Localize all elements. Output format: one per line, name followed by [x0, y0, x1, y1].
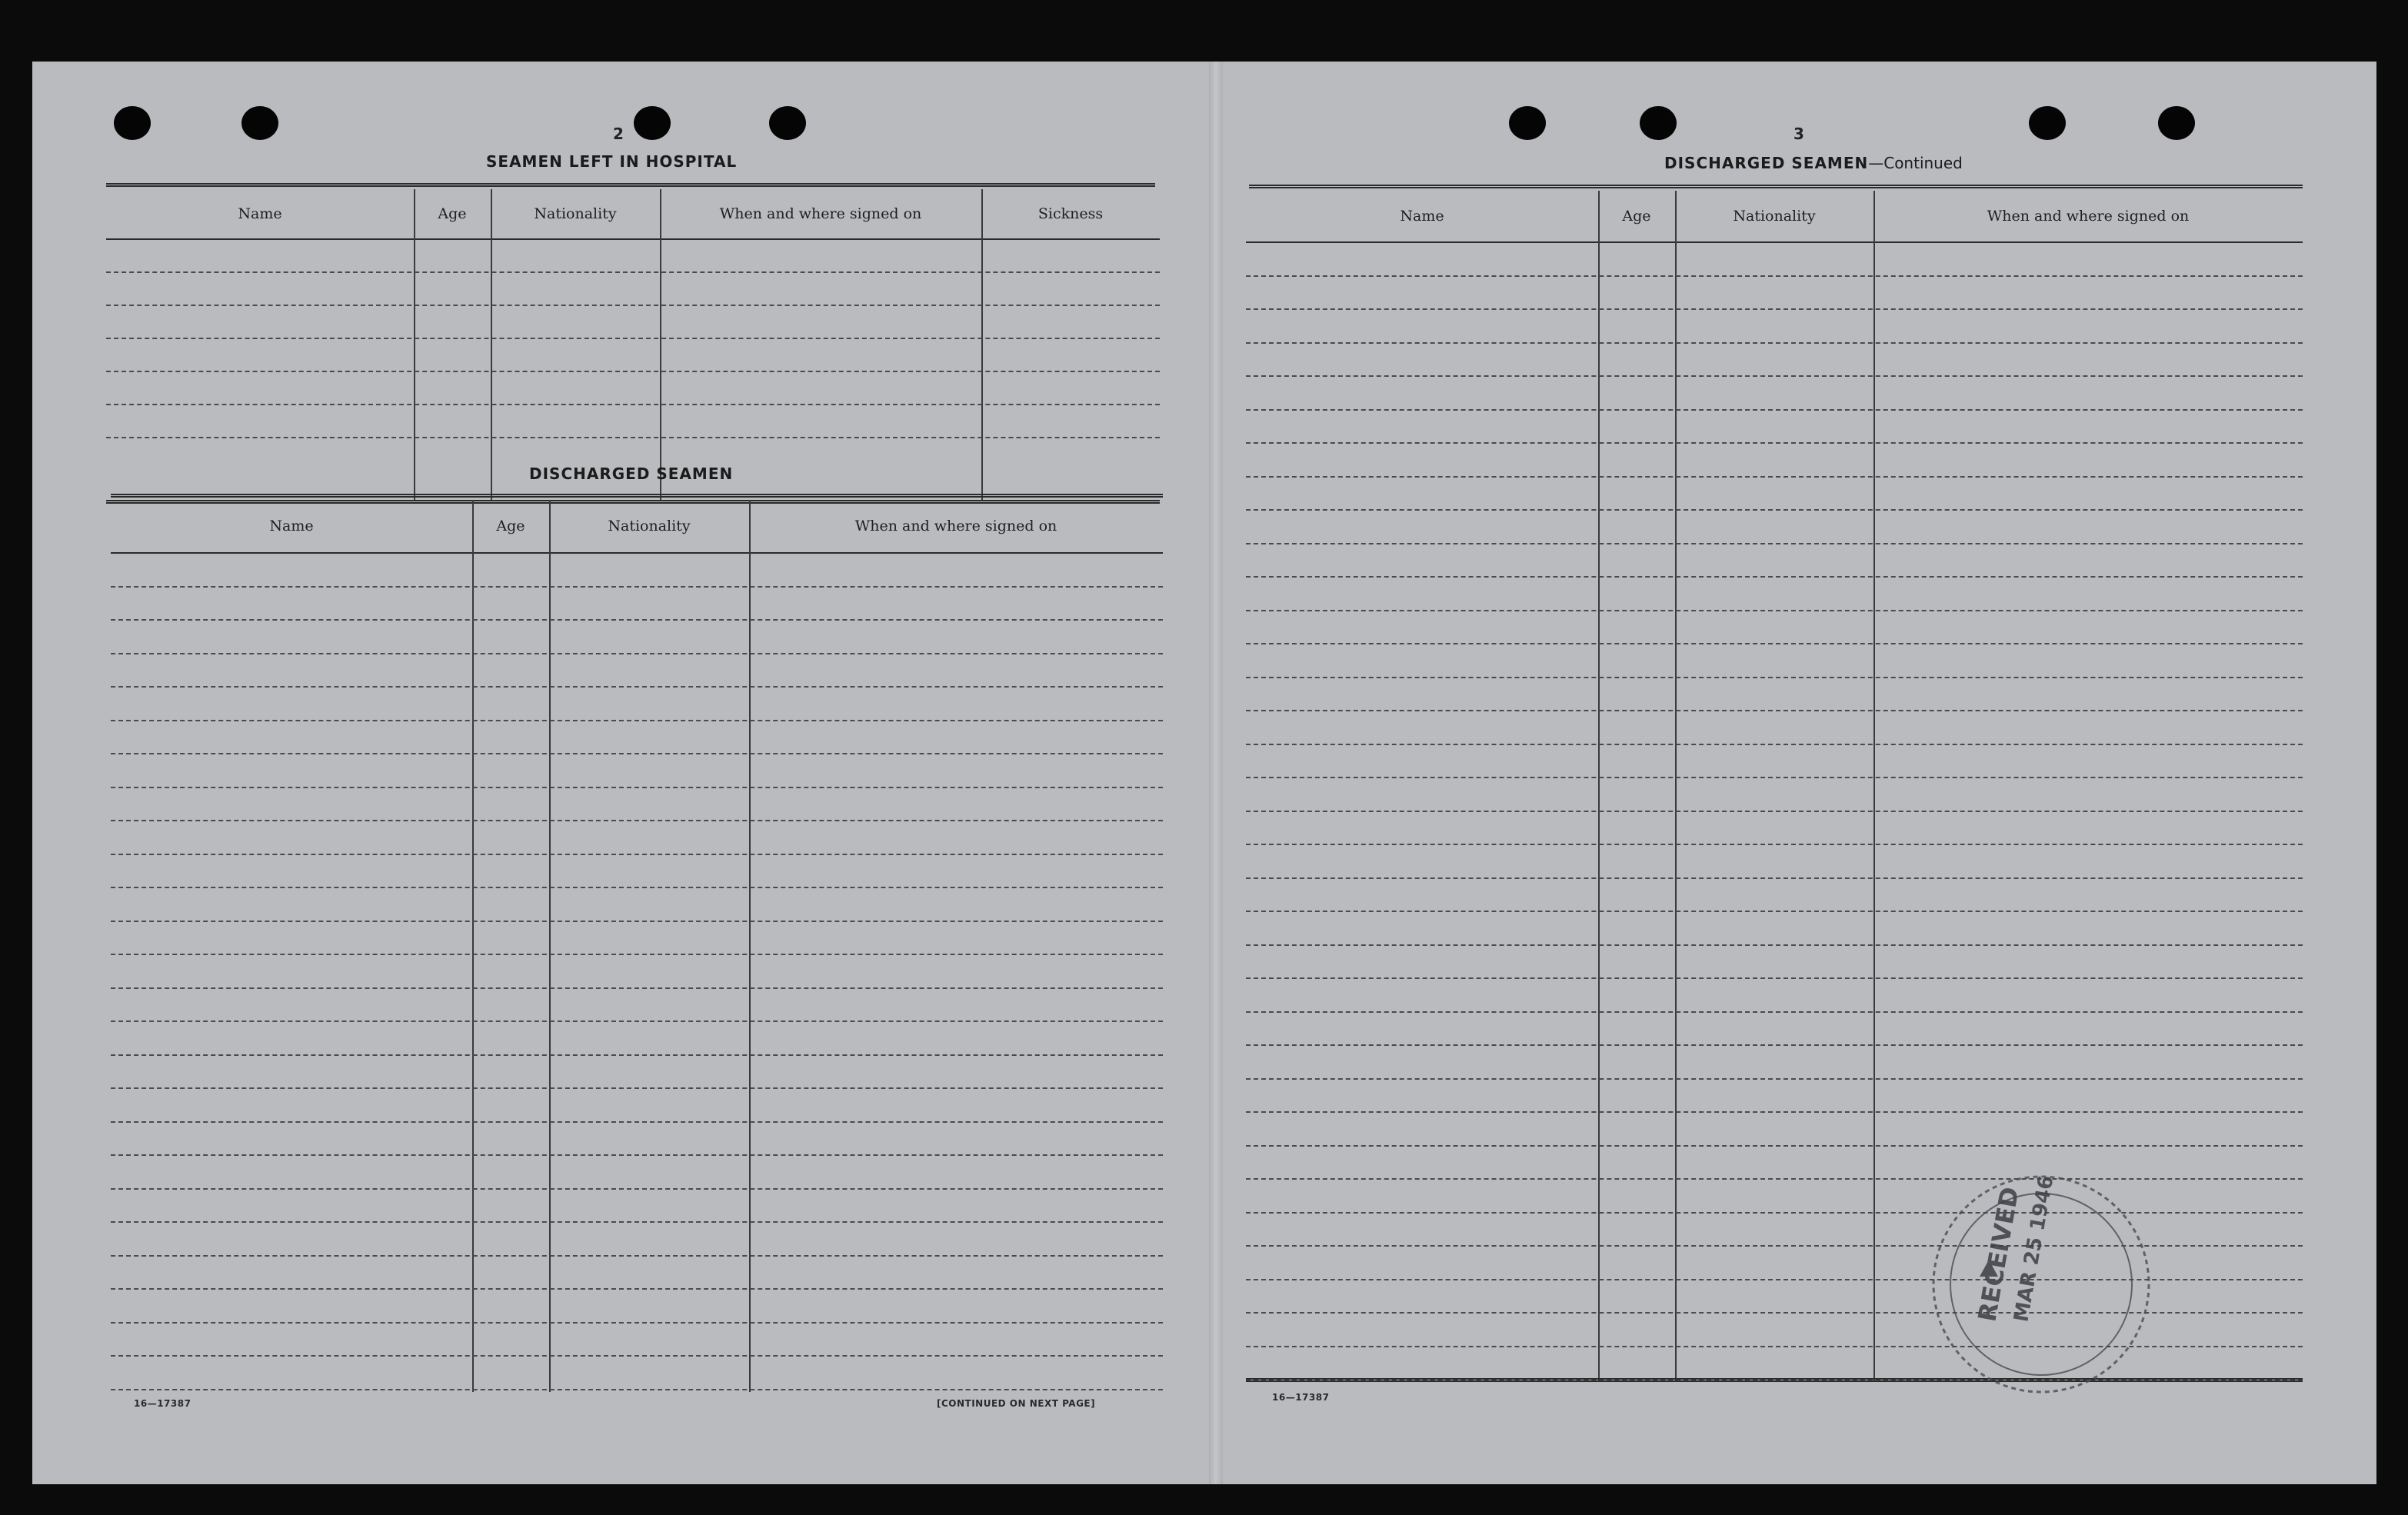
left-page: [32, 62, 1209, 1484]
table-row: [1246, 677, 2303, 678]
column-header-name: Name: [1400, 208, 1444, 225]
stamp-word: RECEIVED: [1972, 1184, 2025, 1324]
table-row: [1246, 844, 2303, 845]
table-row: [111, 1087, 1163, 1089]
page-fold: [1209, 62, 1223, 1484]
discharged-continued-label: DISCHARGED SEAMEN: [1664, 154, 1869, 172]
table-row: [1246, 977, 2303, 979]
table-row: [1246, 509, 2303, 511]
column-divider: [491, 189, 492, 501]
punch-hole: [114, 106, 151, 140]
column-divider: [472, 500, 474, 1392]
form-number: 16—17387: [134, 1398, 192, 1409]
punch-hole: [634, 106, 671, 140]
continued-note: [CONTINUED ON NEXT PAGE]: [937, 1398, 1096, 1409]
table-row: [111, 753, 1163, 754]
table-row: [1246, 643, 2303, 644]
table-row: [1246, 1145, 2303, 1147]
table-row: [1246, 375, 2303, 377]
column-header-when-and-where-signed-on: When and where signed on: [1987, 208, 2190, 225]
table-row: [106, 338, 1160, 339]
column-divider: [1675, 191, 1677, 1381]
table-row: [1246, 811, 2303, 812]
column-header-age: Age: [438, 205, 467, 222]
section-top-rule: [1249, 185, 2303, 188]
column-header-when-and-where-signed-on: When and where signed on: [854, 518, 1057, 534]
table-row: [111, 720, 1163, 721]
stamp-date: MAR 25 1946: [2010, 1174, 2059, 1324]
table-row: [106, 271, 1160, 273]
table-row: [106, 404, 1160, 405]
table-row: [111, 1021, 1163, 1022]
table-row: [1246, 442, 2303, 444]
page-number: 2: [613, 125, 624, 143]
table-row: [1246, 744, 2303, 745]
received-stamp: [1918, 1169, 2164, 1400]
discharged-continued-title: [1664, 154, 1963, 172]
column-header-nationality: Nationality: [534, 205, 617, 222]
punch-hole: [769, 106, 806, 140]
table-row: [111, 854, 1163, 855]
table-row: [111, 686, 1163, 688]
table-row: [111, 820, 1163, 821]
table-row: [111, 1154, 1163, 1156]
table-row: [111, 1221, 1163, 1223]
punch-hole: [241, 106, 278, 140]
page-number: 3: [1794, 125, 1804, 143]
column-divider: [981, 189, 983, 501]
table-row: [111, 586, 1163, 588]
column-divider: [414, 189, 415, 501]
table-row: [1246, 911, 2303, 912]
right-page: [1223, 62, 2376, 1484]
column-divider: [1873, 191, 1875, 1381]
discharged-table: [111, 500, 1163, 1392]
table-row: [111, 1054, 1163, 1056]
table-row: [1246, 342, 2303, 344]
hospital-table: [106, 189, 1160, 501]
table-row: [1246, 576, 2303, 578]
table-row: [111, 1188, 1163, 1190]
table-row: [111, 787, 1163, 788]
column-header-when-and-where-signed-on: When and where signed on: [719, 205, 922, 222]
table-row: [1246, 1111, 2303, 1113]
table-row: [1246, 275, 2303, 277]
form-number: 16—17387: [1272, 1392, 1330, 1403]
table-row: [111, 887, 1163, 888]
table-row: [1246, 543, 2303, 544]
discharged-section-title: DISCHARGED SEAMEN: [529, 464, 734, 483]
column-divider: [549, 500, 551, 1392]
table-row: [1246, 710, 2303, 711]
punch-hole: [2029, 106, 2066, 140]
table-row: [111, 1322, 1163, 1324]
table-row: [1246, 476, 2303, 478]
table-row: [1246, 610, 2303, 611]
table-row: [1246, 1011, 2303, 1013]
column-header-name: Name: [269, 518, 314, 534]
table-row: [1246, 777, 2303, 778]
section-top-rule: [111, 494, 1163, 498]
table-row: [1246, 1078, 2303, 1080]
table-row: [1246, 1044, 2303, 1046]
continued-suffix: —Continued: [1868, 154, 1963, 172]
table-row: [111, 1389, 1163, 1390]
column-header-age: Age: [1622, 208, 1651, 225]
table-row: [1246, 944, 2303, 946]
hospital-section-title: SEAMEN LEFT IN HOSPITAL: [486, 152, 738, 171]
table-row: [106, 305, 1160, 306]
column-divider: [660, 189, 661, 501]
table-row: [106, 437, 1160, 438]
section-top-rule: [106, 183, 1155, 187]
column-divider: [749, 500, 751, 1392]
table-row: [111, 653, 1163, 654]
document-sheet: [32, 62, 2376, 1484]
column-header-sickness: Sickness: [1037, 205, 1104, 222]
table-row: [111, 1121, 1163, 1123]
table-row: [1246, 409, 2303, 411]
column-divider: [1598, 191, 1600, 1381]
table-row: [111, 1288, 1163, 1290]
column-header-age: Age: [496, 518, 525, 534]
column-header-nationality: Nationality: [608, 518, 691, 534]
table-row: [1246, 877, 2303, 879]
table-row: [111, 921, 1163, 922]
column-header-name: Name: [238, 205, 282, 222]
punch-hole: [1509, 106, 1546, 140]
table-row: [111, 987, 1163, 989]
table-header-row: [1246, 191, 2303, 243]
table-row: [1246, 308, 2303, 310]
punch-hole: [1640, 106, 1677, 140]
column-header-nationality: Nationality: [1733, 208, 1816, 225]
punch-hole: [2158, 106, 2195, 140]
table-header-row: [111, 500, 1163, 554]
table-row: [111, 954, 1163, 955]
table-row: [111, 1255, 1163, 1257]
table-row: [111, 619, 1163, 621]
table-row: [106, 371, 1160, 372]
table-header-row: [106, 189, 1160, 240]
table-row: [111, 1355, 1163, 1357]
